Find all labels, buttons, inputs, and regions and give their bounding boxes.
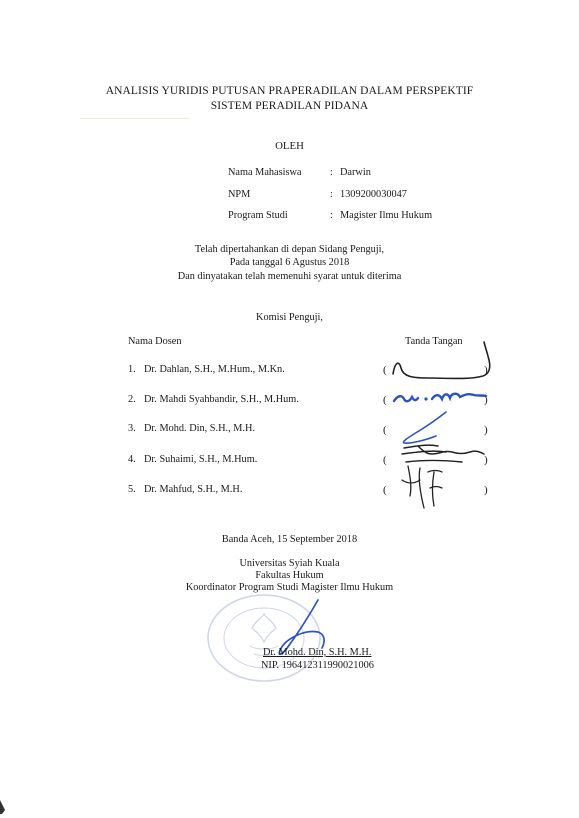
examiner-3-name: Dr. Mohd. Din, S.H., M.H.	[144, 423, 255, 434]
examiner-4-no: 4.	[128, 454, 136, 465]
student-program-label: Program Studi	[228, 210, 288, 221]
defense-line-2: Pada tanggal 6 Agustus 2018	[229, 257, 350, 268]
student-program-value: Magister Ilmu Hukum	[340, 210, 433, 221]
examiner-5-name: Dr. Mahfud, S.H., M.H.	[144, 484, 243, 495]
examiner-1-no: 1.	[128, 364, 136, 375]
signature-4-open: (	[383, 454, 387, 466]
approver-nip: NIP. 196412311990021006	[261, 660, 374, 671]
signature-5-open: (	[383, 484, 387, 496]
examiner-2-no: 2.	[128, 394, 136, 405]
signature-3-open: (	[383, 424, 387, 436]
examiner-4-name: Dr. Suhaimi, S.H., M.Hum.	[144, 454, 258, 465]
student-name-label: Nama Mahasiswa	[228, 167, 302, 178]
faint-rule	[80, 118, 190, 119]
signature-2-open: (	[383, 394, 387, 406]
approver-university: Universitas Syiah Kuala	[239, 558, 340, 569]
signature-3-close: )	[484, 424, 488, 436]
approver-name: Dr. Mohd. Din, S.H. M.H.	[263, 647, 372, 658]
place-date: Banda Aceh, 15 September 2018	[221, 534, 358, 545]
student-npm-label: NPM	[228, 189, 251, 200]
student-npm-value: 1309200030047	[340, 189, 407, 200]
student-program-sep: :	[330, 210, 333, 221]
approver-faculty: Fakultas Hukum	[255, 570, 324, 581]
committee-heading: Komisi Penguji,	[256, 312, 323, 323]
approver-role: Koordinator Program Studi Magister Ilmu Hukum	[185, 582, 394, 593]
signature-5-close: )	[484, 484, 488, 496]
examiner-5-no: 5.	[128, 484, 136, 495]
defense-line-3: Dan dinyatakan telah memenuhi syarat untuk diterima	[177, 271, 402, 282]
signature-1-open: (	[383, 364, 387, 376]
signature-4-close: )	[484, 454, 488, 466]
examiner-2-name: Dr. Mahdi Syahbandir, S.H., M.Hum.	[144, 394, 299, 405]
examiner-3-no: 3.	[128, 423, 136, 434]
column-header-signature: Tanda Tangan	[405, 336, 463, 347]
scan-edge-mark	[0, 800, 6, 814]
oleh-heading: OLEH	[275, 140, 304, 152]
signature-1-image	[385, 340, 495, 384]
defense-line-1: Telah dipertahankan di depan Sidang Penguji,	[194, 244, 385, 255]
signature-1-close: )	[484, 364, 488, 376]
thesis-title-line-1: ANALISIS YURIDIS PUTUSAN PRAPERADILAN DALAM PERSPEKTIF	[105, 85, 474, 97]
signature-2-close: )	[484, 394, 488, 406]
examiner-1-name: Dr. Dahlan, S.H., M.Hum., M.Kn.	[144, 364, 285, 375]
student-name-sep: :	[330, 167, 333, 178]
student-name-value: Darwin	[340, 167, 371, 178]
student-npm-sep: :	[330, 189, 333, 200]
signature-5-image	[398, 462, 458, 512]
signature-2-image	[390, 387, 498, 409]
column-header-name: Nama Dosen	[128, 336, 182, 347]
thesis-title-line-2: SISTEM PERADILAN PIDANA	[210, 100, 369, 112]
